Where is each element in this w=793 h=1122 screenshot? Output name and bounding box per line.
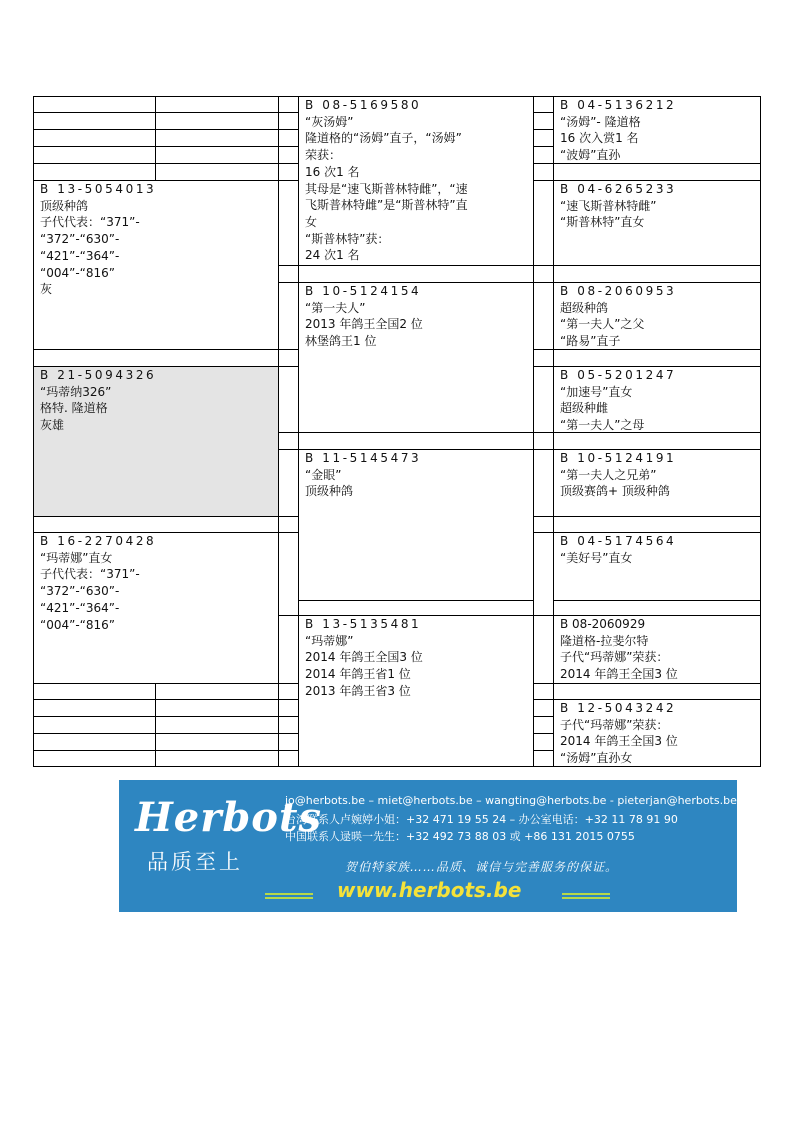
pedigree-line: “372”-“630”-: [40, 232, 120, 247]
empty-cell: [553, 349, 761, 367]
pedigree-line: “玛蒂纳326”: [40, 384, 112, 399]
pedigree-line: “玛蒂娜”直女: [40, 550, 113, 565]
empty-cell: [533, 716, 554, 734]
pedigree-line: 其母是“速飞斯普林特雌”，“速: [305, 181, 468, 196]
pedigree-line: 格特. 隆道格: [40, 401, 108, 416]
ring-number: B 11-5145473: [305, 451, 422, 465]
empty-cell: [553, 163, 761, 181]
empty-cell: [33, 163, 156, 181]
empty-cell: [533, 146, 554, 164]
empty-cell: [278, 146, 299, 164]
empty-cell: [155, 683, 279, 700]
pedigree-cell-s2: [33, 532, 279, 684]
banner-divider-right: [562, 893, 610, 899]
empty-cell: [278, 615, 299, 684]
pedigree-line: “421”-“364”-: [40, 600, 120, 615]
pedigree-line: “灰汤姆”: [305, 114, 354, 129]
pedigree-line: “速飞斯普林特雌”: [560, 198, 657, 213]
empty-cell: [553, 432, 761, 450]
pedigree-line: “斯普林特”直女: [560, 215, 645, 230]
empty-cell: [533, 282, 554, 350]
empty-cell: [553, 683, 761, 700]
empty-cell: [533, 366, 554, 433]
pedigree-cell-g6: [553, 532, 761, 601]
pedigree-line: “汤姆”直孙女: [560, 751, 633, 766]
empty-cell: [278, 683, 299, 700]
empty-cell: [33, 699, 156, 717]
pedigree-line: 2014 年鸽王全国3 位: [305, 650, 423, 665]
pedigree-cell-g1: [553, 96, 761, 164]
empty-cell: [533, 449, 554, 517]
empty-cell: [278, 532, 299, 616]
empty-cell: [533, 683, 554, 700]
empty-cell: [298, 600, 534, 616]
empty-cell: [155, 716, 279, 734]
pedigree-line: 飞斯普林特雌”是“斯普林特”直: [305, 198, 468, 213]
pedigree-line: 子代“玛蒂娜”荣获：: [560, 650, 669, 665]
empty-cell: [33, 516, 279, 533]
pedigree-line: “斯普林特”获：: [305, 231, 390, 246]
pedigree-cell-m: [33, 366, 279, 517]
empty-cell: [533, 265, 554, 283]
pedigree-line: 2013 年鸽王全国2 位: [305, 317, 423, 332]
pedigree-line: 顶级赛鸽+ 顶级种鸽: [560, 484, 670, 499]
ring-number: B 08-2060929: [560, 617, 646, 631]
pedigree-line: “金眼”: [305, 467, 342, 482]
empty-cell: [155, 96, 279, 113]
empty-cell: [278, 96, 299, 113]
pedigree-line: “372”-“630”-: [40, 584, 120, 599]
empty-cell: [155, 146, 279, 164]
pedigree-cell-g5: [553, 449, 761, 517]
empty-cell: [33, 733, 156, 751]
pedigree-line: 子代代表：“371”-: [40, 567, 140, 582]
ring-number: B 10-5124191: [560, 451, 677, 465]
pedigree-line: 16 次入赏1 名: [560, 131, 639, 146]
empty-cell: [533, 516, 554, 533]
pedigree-line: 2014 年鸽王全国3 位: [560, 734, 678, 749]
empty-cell: [278, 716, 299, 734]
empty-cell: [533, 432, 554, 450]
ring-number: B 04-6265233: [560, 182, 677, 196]
pedigree-line: “第一夫人”: [305, 300, 366, 315]
pedigree-line: 荣获：: [305, 148, 342, 163]
empty-cell: [278, 129, 299, 147]
pedigree-line: “第一夫人”之母: [560, 418, 645, 433]
pedigree-line: 2014 年鸽王省1 位: [305, 667, 411, 682]
empty-cell: [533, 733, 554, 751]
empty-cell: [278, 349, 299, 367]
empty-cell: [298, 432, 534, 450]
banner-emails: jo@herbots.be – miet@herbots.be – wangting@herbots.be - pieterjan@herbots.be: [285, 794, 737, 807]
pedigree-line: 顶级种鸽: [305, 484, 354, 499]
ring-number: B 04-5136212: [560, 98, 677, 112]
pedigree-line: 林堡鸽王1 位: [305, 334, 377, 349]
empty-cell: [278, 180, 299, 266]
banner-taiwan-contact: 台湾联系人卢婉婷小姐：+32 471 19 55 24 – 办公室电话：+32 11 78 91 90: [285, 813, 678, 826]
empty-cell: [553, 600, 761, 616]
pedigree-line: 超级种鸽: [560, 300, 609, 315]
empty-cell: [278, 282, 299, 350]
pedigree-line: “玛蒂娜”: [305, 633, 354, 648]
pedigree-cell-g2: [553, 180, 761, 266]
banner-url[interactable]: www.herbots.be: [337, 878, 522, 902]
empty-cell: [533, 180, 554, 266]
empty-cell: [33, 129, 156, 147]
empty-cell: [278, 432, 299, 450]
pedigree-cell-g8: [553, 699, 761, 767]
empty-cell: [533, 96, 554, 113]
empty-cell: [33, 716, 156, 734]
pedigree-line: “汤姆”- 隆道格: [560, 114, 641, 129]
empty-cell: [33, 683, 156, 700]
ring-number: B 13-5135481: [305, 617, 422, 631]
empty-cell: [33, 112, 156, 130]
empty-cell: [278, 516, 299, 533]
ring-number: B 16-2270428: [40, 534, 157, 548]
ring-number: B 08-2060953: [560, 284, 677, 298]
empty-cell: [155, 163, 279, 181]
pedigree-cell-g4: [553, 366, 761, 433]
herbots-banner: [119, 780, 737, 912]
banner-motto: 贺伯特家族……品质、诚信与完善服务的保证。: [345, 860, 619, 874]
pedigree-line: “路易”直子: [560, 334, 621, 349]
empty-cell: [533, 163, 554, 181]
empty-cell: [533, 129, 554, 147]
empty-cell: [533, 112, 554, 130]
empty-cell: [278, 750, 299, 767]
pedigree-line: “第一夫人”之父: [560, 317, 645, 332]
pedigree-line: 2014 年鸽王全国3 位: [560, 667, 678, 682]
pedigree-line: 24 次1 名: [305, 248, 360, 263]
pedigree-line: “波姆”直孙: [560, 148, 621, 163]
empty-cell: [533, 750, 554, 767]
ring-number: B 12-5043242: [560, 701, 677, 715]
ring-number: B 05-5201247: [560, 368, 677, 382]
empty-cell: [553, 265, 761, 283]
empty-cell: [278, 449, 299, 517]
empty-cell: [533, 532, 554, 616]
empty-cell: [33, 146, 156, 164]
empty-cell: [533, 349, 554, 367]
empty-cell: [533, 699, 554, 717]
pedigree-cell-p2: [298, 282, 534, 433]
empty-cell: [298, 265, 534, 283]
empty-cell: [278, 163, 299, 181]
pedigree-line: 灰: [40, 282, 53, 297]
empty-cell: [278, 366, 299, 433]
empty-cell: [155, 129, 279, 147]
pedigree-cell-p4: [298, 615, 534, 767]
pedigree-cell-p3: [298, 449, 534, 601]
empty-cell: [33, 349, 279, 367]
ring-number: B 21-5094326: [40, 368, 157, 382]
pedigree-line: 16 次1 名: [305, 164, 360, 179]
empty-cell: [155, 112, 279, 130]
empty-cell: [33, 96, 156, 113]
empty-cell: [155, 733, 279, 751]
empty-cell: [33, 750, 156, 767]
pedigree-line: 2013 年鸽王省3 位: [305, 683, 411, 698]
empty-cell: [155, 699, 279, 717]
pedigree-line: 隆道格-拉斐尔特: [560, 633, 649, 648]
empty-cell: [155, 750, 279, 767]
ring-number: B 13-5054013: [40, 182, 157, 196]
pedigree-line: 隆道格的“汤姆”直子，“汤姆”: [305, 131, 462, 146]
pedigree-cell-g3: [553, 282, 761, 350]
herbots-logo: Herbots: [135, 794, 322, 841]
pedigree-line: “加速号”直女: [560, 384, 633, 399]
pedigree-line: “421”-“364”-: [40, 248, 120, 263]
pedigree-line: 女: [305, 214, 318, 229]
ring-number: B 04-5174564: [560, 534, 677, 548]
pedigree-line: “004”-“816”: [40, 265, 116, 280]
pedigree-line: 子代“玛蒂娜”荣获：: [560, 717, 669, 732]
ring-number: B 10-5124154: [305, 284, 422, 298]
pedigree-line: 超级种雌: [560, 401, 609, 416]
empty-cell: [278, 112, 299, 130]
banner-divider-left: [265, 893, 313, 899]
banner-slogan: 品质至上: [147, 850, 243, 874]
empty-cell: [278, 699, 299, 717]
pedigree-line: “第一夫人之兄弟”: [560, 467, 657, 482]
pedigree-cell-p1: [298, 96, 534, 266]
pedigree-cell-g7: [553, 615, 761, 684]
empty-cell: [278, 265, 299, 283]
empty-cell: [553, 516, 761, 533]
pedigree-line: 子代代表：“371”-: [40, 215, 140, 230]
empty-cell: [533, 615, 554, 684]
pedigree-line: 灰雄: [40, 418, 65, 433]
pedigree-cell-s1: [33, 180, 279, 350]
banner-china-contact: 中国联系人逯暎一先生：+32 492 73 88 03 或 +86 131 2015 0755: [285, 830, 635, 843]
pedigree-line: “美好号”直女: [560, 550, 633, 565]
ring-number: B 08-5169580: [305, 98, 422, 112]
pedigree-line: “004”-“816”: [40, 617, 116, 632]
pedigree-line: 顶级种鸽: [40, 198, 89, 213]
empty-cell: [278, 733, 299, 751]
